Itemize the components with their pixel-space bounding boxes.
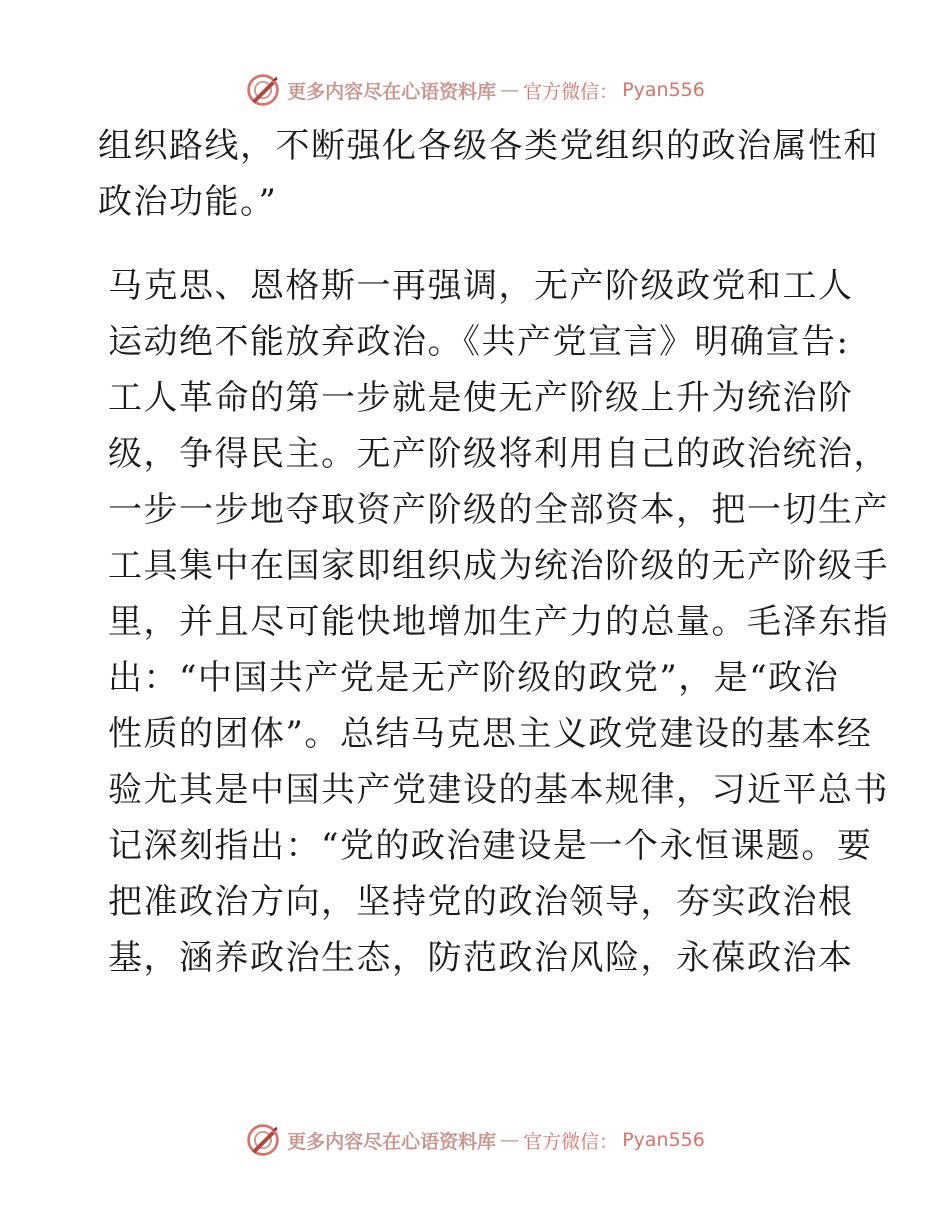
- text-line: 一步一步地夺取资产阶级的全部资本，把一切生产: [108, 490, 889, 530]
- text-line: 马克思、恩格斯一再强调，无产阶级政党和工人: [108, 266, 854, 306]
- watermark-main-text: 更多内容尽在心语资料库: [287, 1130, 497, 1153]
- text-line: 出：“中国共产党是无产阶级的政党”，是“政治: [108, 658, 840, 698]
- top-watermark-banner: [0, 70, 950, 110]
- text-line: 工具集中在国家即组织成为统治阶级的无产阶级手: [108, 546, 889, 586]
- paragraph-2: [98, 258, 889, 986]
- bottom-watermark-banner: [0, 1120, 950, 1160]
- text-line: 组织路线，不断强化各级各类党组织的政治属性和: [98, 126, 879, 166]
- text-line: 政治功能。”: [98, 182, 278, 222]
- watermark-wechat-label: 官方微信：: [523, 80, 619, 103]
- watermark-dash: —: [500, 79, 520, 101]
- text-line: 级，争得民主。无产阶级将利用自己的政治统治，: [108, 434, 889, 474]
- text-line: 验尤其是中国共产党建设的基本规律，习近平总书: [108, 770, 889, 810]
- text-line: 记深刻指出：“党的政治建设是一个永恒课题。要: [108, 826, 873, 866]
- paragraph-spacer: [98, 230, 858, 258]
- watermark-wechat-id: Pyan556: [622, 1129, 705, 1151]
- text-line: 运动绝不能放弃政治。《共产党宣言》明确宣告:: [108, 322, 850, 362]
- document-body: [98, 118, 889, 986]
- watermark-wechat-id: Pyan556: [622, 79, 705, 101]
- text-line: 工人革命的第一步就是使无产阶级上升为统治阶: [108, 378, 854, 418]
- brand-logo-icon: [245, 1122, 281, 1158]
- text-line: 基，涵养政治生态，防范政治风险，永葆政治本: [108, 938, 854, 978]
- watermark-main-text: 更多内容尽在心语资料库: [287, 80, 497, 103]
- text-line: 性质的团体”。总结马克思主义政党建设的基本经: [108, 714, 873, 754]
- watermark-wechat-label: 官方微信：: [523, 1130, 619, 1153]
- watermark-dash: —: [500, 1129, 520, 1151]
- text-line: 把准政治方向，坚持党的政治领导，夯实政治根: [108, 882, 854, 922]
- brand-logo-icon: [245, 72, 281, 108]
- paragraph-1: [98, 118, 879, 230]
- text-line: 里，并且尽可能快地增加生产力的总量。毛泽东指: [108, 602, 889, 642]
